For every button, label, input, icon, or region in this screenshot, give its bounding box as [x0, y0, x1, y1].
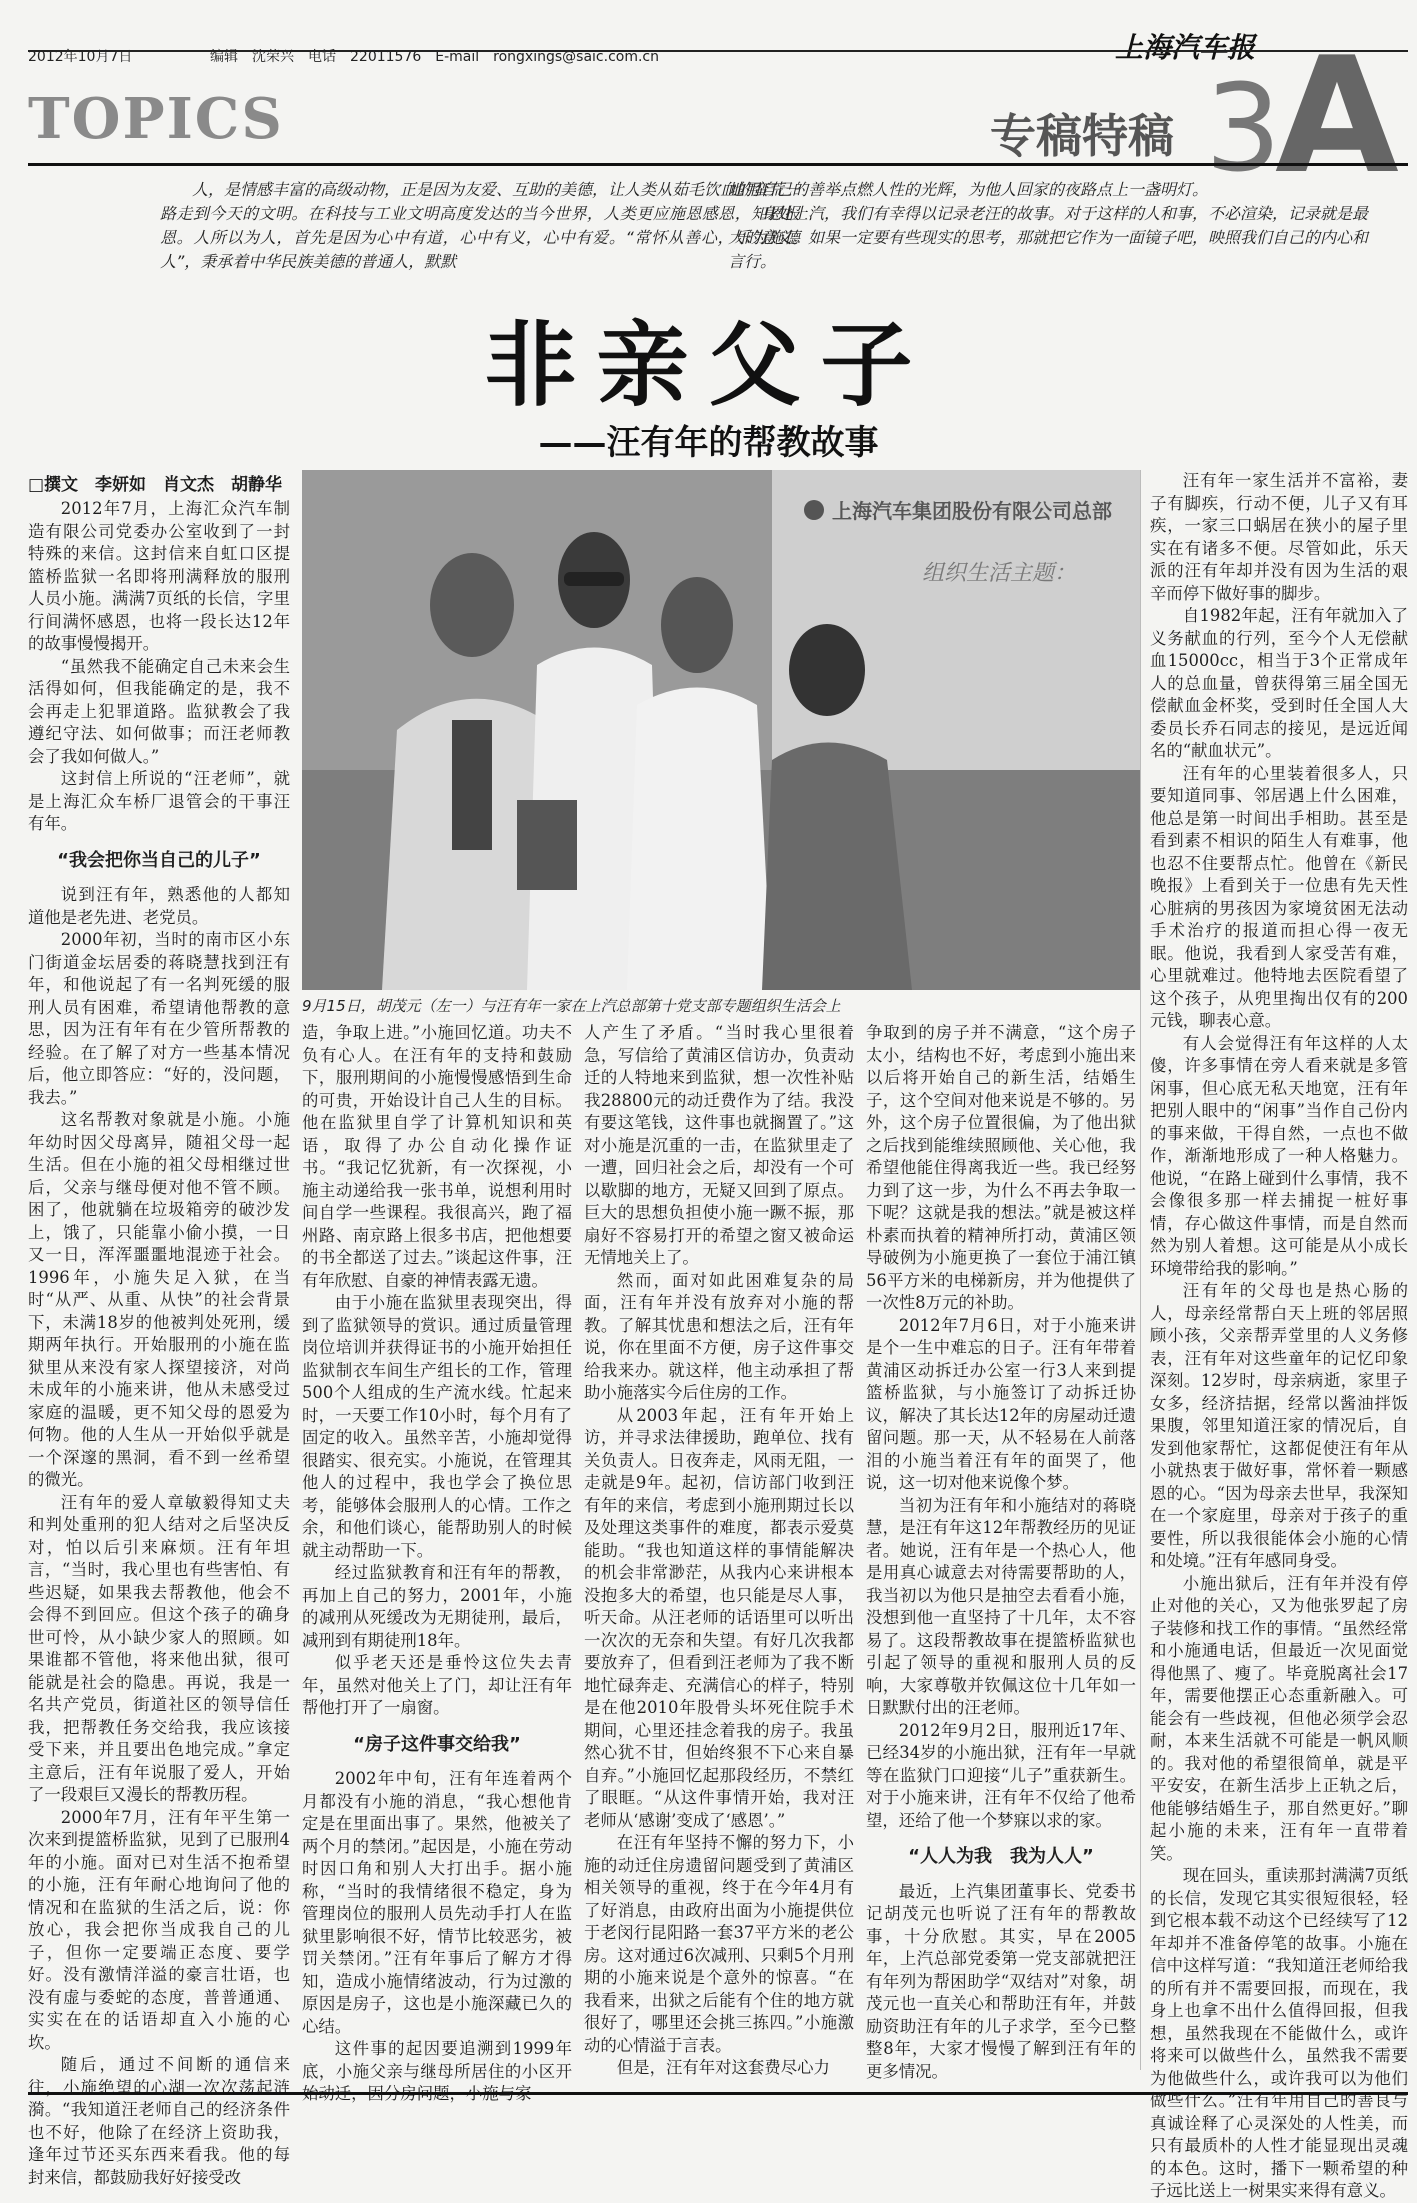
column-3 [584, 1022, 854, 2088]
paragraph: 这名帮教对象就是小施。小施年幼时因父母离异，随祖父母一起生活。但在小施的祖父母相继过世后，父亲与继母便对他不管不顾。困了，他就躺在垃圾箱旁的破沙发上，饿了，只能靠小偷小摸，一日又一日，浑浑噩噩地混迹于社会。1996年，小施失足入狱，在当时“从严、从重、从快”的社会背景下，未满18岁的他被判处死刑，缓期两年执行。开始服刑的小施在监狱里从来没有家人探望接济，对尚未成年的小施来讲，他从未感受过家庭的温暖，更不知父母的恩爱为何物。他的人生从一开始似乎就是一个深邃的黑洞，看不到一丝希望的微光。 [28, 1110, 290, 1489]
subheading: “房子这件事交给我” [353, 1733, 521, 1755]
article-subtitle: ——汪有年的帮教故事 [538, 423, 879, 463]
paragraph: 2012年9月2日，服刑近17年、已经34岁的小施出狱，汪有年一早就等在监狱门口迎接“儿子”重获新生。对于小施来讲，汪有年不仅给了他希望，还给了他一个梦寐以求的家。 [866, 1720, 1136, 1830]
paragraph: 说到汪有年，熟悉他的人都知道他是老先进、老党员。 [28, 885, 290, 927]
paragraph: 在汪有年坚持不懈的努力下，小施的动迁住房遗留问题受到了黄浦区相关领导的重视，终于在今年4月有了好消息，由政府出面为小施提供位于老闵行昆阳路一套37平方米的老公房。这对通过6次减刑、只剩5个月刑期的小施来说是个意外的惊喜。“在我看来，出狱之后能有个住的地方就很好了，哪里还会挑三拣四。”小施激动的心情溢于言表。 [584, 1833, 854, 2055]
paragraph: 然而，面对如此困难复杂的局面，汪有年并没有放弃对小施的帮教。了解其忧患和想法之后，汪有年说，你在里面不方便，房子这件事交给我来办。就这样，他主动承担了帮助小施落实今后住房的工作。 [584, 1270, 854, 1402]
paragraph: 2012年7月6日，对于小施来讲是个一生中难忘的日子。汪有年带着黄浦区动拆迁办公室一行3人来到提篮桥监狱，与小施签订了动拆迁协议，解决了其长达12年的房屋动迁遗留问题。那一天，从不轻易在人前落泪的小施当着汪有年的面哭了，他说，这一切对他来说像个梦。 [866, 1315, 1136, 1492]
intro-right [728, 178, 1368, 274]
intro-right-text-2: 身处上汽，我们有幸得以记录老汪的故事。对于这样的人和事，不必渲染，记录就是最大的意义。如果一定要有些现实的思考，那就把它作为一面镜子吧，映照我们自己的内心和言行。 [728, 204, 1369, 271]
column-2 [302, 1022, 572, 2103]
intro-left-text: 人，是情感丰富的高级动物，正是因为友爱、互助的美德，让人类从茹毛饮血的蛮荒一路走到今天的文明。在科技与工业文明高度发达的当今世界，人类更应施恩感恩，知恩报恩。人所以为人，首先是因为心中有道，心中有义，心中有爱。“常怀从善心，乐为施德人”，秉承着中华民族美德的普通人，默默 [160, 180, 801, 271]
paragraph: 人产生了矛盾。“当时我心里很着急，写信给了黄浦区信访办，负责动迁的人特地来到监狱，想一次性补贴我28800元的动迁费作为了结。我没有要这笔钱，这件事也就搁置了。”这对小施是沉重的一击，在监狱里走了一遭，回归社会之后，却没有一个可以歇脚的地方，无疑又回到了原点。巨大的思想负担使小施一蹶不振，那扇好不容易打开的希望之窗又被命运无情地关上了。 [584, 1023, 854, 1267]
editor-info: 编辑 沈荣兴 电话 22011576 E-mail rongxings@saic.com.cn [210, 49, 659, 65]
paragraph: 似乎老天还是垂怜这位失去青年，虽然对他关上了门，却让汪有年帮他打开了一扇窗。 [302, 1653, 572, 1717]
paragraph: 最近，上汽集团董事长、党委书记胡茂元也听说了汪有年的帮教故事，十分欣慰。其实，早在2005年，上汽总部党委第一党支部就把汪有年列为帮困助学“双结对”对象，胡茂元也一直关心和帮助汪有年，并鼓励资助汪有年的儿子求学，至今已整整8年，大家才慢慢了解到汪有年的更多情况。 [866, 1881, 1136, 2081]
intro-left [160, 178, 800, 274]
banner-text: 上海汽车集团股份有限公司总部 [832, 499, 1112, 523]
topics-heading: TOPICS [28, 86, 284, 152]
paragraph: 汪有年的心里装着很多人，只要知道同事、邻居遇上什么困难，他总是第一时间出手相助。甚至是看到素不相识的陌生人有难事，他也忍不住要帮点忙。他曾在《新民晚报》上看到关于一位患有先天性心脏病的男孩因为家境贫困无法动手术治疗的报道而担心得一夜无眠。他说，我看到人家受苦有难，心里就难过。他特地去医院看望了这个孩子，从兜里掏出仅有的200元钱，聊表心意。 [1150, 763, 1408, 1030]
photo-illustration [302, 470, 1140, 990]
subheading: “我会把你当自己的儿子” [57, 849, 261, 871]
paragraph: 现在回头，重读那封满满7页纸的长信，发现它其实很短很轻，轻到它根本载不动这个已经续写了12年却并不准备停笔的故事。小施在信中这样写道：“我知道汪老师给我的所有并不需要回报，而现在，我身上也拿不出什么值得回报，但我想，虽然我现在不能做什么，或许将来可以做些什么，虽然我不需要为他做些什么，或许我可以为他们做些什么。”汪有年用自己的善良与真诚诠释了心灵深处的人性美，而只有最质朴的人性才能显现出灵魂的本色。这时，播下一颗希望的种子远比送上一树果实来得有意义。 [1150, 1866, 1408, 2200]
header-rule-bottom [28, 163, 1408, 166]
news-photo [302, 470, 1140, 990]
column-5 [1150, 470, 1408, 2200]
paragraph: 2000年初，当时的南市区小东门街道金坛居委的蒋晓慧找到汪有年，和他说起了有一名判死缓的服刑人员有困难，希望请他帮教的意思，因为汪有年有在少管所帮教的经验。在了解了对方一些基本情况后，他立即答应：“好的，没问题，我去。” [28, 930, 290, 1107]
paragraph: “虽然我不能确定自己未来会生活得如何，但我能确定的是，我不会再走上犯罪道路。监狱教会了我遵纪守法、如何做事；而汪老师教会了我如何做人。” [28, 656, 290, 766]
article-title: 非亲父子 [484, 312, 933, 419]
paragraph: 这封信上所说的“汪老师”，就是上海汇众车桥厂退管会的干事汪有年。 [28, 769, 290, 833]
paragraph: 随后，通过不间断的通信来往，小施绝望的心湖一次次荡起涟漪。“我知道汪老师自己的经济条件也不好，他除了在经济上资助我，逢年过节还买东西来看我。他的每封来信，都鼓励我好好接受改 [28, 2055, 290, 2187]
paragraph: 争取到的房子并不满意，“这个房子太小，结构也不好，考虑到小施出来以后将开始自己的新生活，结婚生子，这个空间对他来说是不够的。另外，这个房子位置很偏，为了他出狱之后找到能维续照顾他、关心他，我希望他能住得离我近一些。我已经努力到了这一步，为什么不再去争取一下呢？这就是我的想法。”就是被这样朴素而执着的精神所打动，黄浦区领导破例为小施更换了一套位于浦江镇56平方米的电梯新房，并为他提供了一次性8万元的补助。 [866, 1023, 1136, 1312]
paragraph: 2000年7月，汪有年平生第一次来到提篮桥监狱，见到了已服刑4年的小施。面对已对生活不抱希望的小施，汪有年耐心地询问了他的情况和在监狱的生活之后，说：你放心，我会把你当成我自己的儿子，但你一定要端正态度、要学好。没有激情洋溢的豪言壮语，也没有虚与委蛇的态度，普普通通、实实在在的话语却直入小施的心坎。 [28, 1807, 290, 2052]
paragraph: 但是，汪有年对这套费尽心力 [616, 2058, 830, 2077]
paragraph: 汪有年的爱人章敏毅得知丈夫和判处重刑的犯人结对之后坚决反对，怕以后引来麻烦。汪有年坦言，“当时，我心里也有些害怕、有些迟疑，如果我去帮教他，他会不会得不到回应。但这个孩子的确身世可怜，从小缺少家人的照顾。如果谁都不管他，将来他出狱，很可能就是社会的隐患。再说，我是一名共产党员，街道社区的领导信任我，把帮教任务交给我，我应该接受下来，并且要出色地完成。”拿定主意后，汪有年说服了爱人，开始了一段艰巨又漫长的帮教历程。 [28, 1492, 290, 1804]
column-divider [1140, 470, 1141, 2070]
paragraph: 造，争取上进。”小施回忆道。功夫不负有心人。在汪有年的支持和鼓励下，服刑期间的小施慢慢感悟到生命的可贵，开始设计自己人生的目标。他在监狱里自学了计算机知识和英语，取得了办公自动化操作证书。“我记忆犹新，有一次探视，小施主动递给我一张书单，说想利用时间自学一些课程。我很高兴，跑了福州路、南京路上很多书店，把他想要的书全都送了过去。”谈起这件事，汪有年欣慰、自豪的神情表露无遗。 [302, 1023, 572, 1290]
column-4 [866, 1022, 1136, 2088]
footer-rule [28, 2092, 1408, 2095]
paragraph: 当初为汪有年和小施结对的蒋晓慧，是汪有年这12年帮教经历的见证者。她说，汪有年是一个热心人，他是用真心诚意去对待需要帮助的人，我当初以为他只是抽空去看看小施，没想到他一直坚持了十几年，太不容易了。这段帮教故事在提篮桥监狱也引起了领导的重视和服刑人员的反响，大家尊敬并钦佩这位十几年如一日默默付出的汪老师。 [866, 1495, 1136, 1717]
byline: □撰文 李妍如 肖文杰 胡静华 [28, 475, 283, 495]
paragraph: 从2003年起，汪有年开始上访，并寻求法律援助，跑单位、找有关负责人。日夜奔走，风雨无阻，一走就是9年。起初，信访部门收到汪有年的来信，考虑到小施刑期过长以及处理这类事件的难度，都表示爱莫能助。“我也知道这样的事情能解决的机会非常渺茫，从我内心来讲根本没抱多大的希望，也只能是尽人事，听天命。从汪老师的话语里可以听出一次次的无奈和失望。有好几次我都要放弃了，但看到汪老师为了我不断地忙碌奔走、充满信心的样子，特别是在他2010年股骨头坏死住院手术期间，心里还挂念着我的房子。我虽然心犹不甘，但始终狠不下心来自暴自弃。”小施回忆起那段经历，不禁红了眼眶。“从这件事情开始，我对汪老师从‘感谢’变成了‘感恩’。” [584, 1405, 854, 1830]
paragraph: 这件事的起因要追溯到1999年底，小施父亲与继母所居住的小区开始动迁，因分房问题，小施与家 [302, 2039, 572, 2103]
banner-text-2: 组织生活主题： [922, 561, 1077, 586]
newspaper-name: 上海汽车报 [1115, 31, 1256, 64]
paragraph: 由于小施在监狱里表现突出，得到了监狱领导的赏识。通过质量管理岗位培训并获得证书的小施开始担任监狱制衣车间生产组长的工作，管理500个人组成的生产流水线。忙起来时，一天要工作10小时，每个月有了固定的收入。虽然辛苦，小施却觉得很踏实、很充实。小施说，在管理其他人的过程中，我也学会了换位思考，能够体会服刑人的心情。工作之余，和他们谈心，能帮助别人的时候就主动帮助一下。 [302, 1293, 572, 1560]
paragraph: 汪有年的父母也是热心肠的人，母亲经常帮白天上班的邻居照顾小孩，父亲帮弄堂里的人义务修表，汪有年对这些童年的记忆印象深刻。12岁时，母亲病逝，家里子女多，经济拮据，经常以酱油拌饭果腹，邻里知道汪家的情况后，自发到他家帮忙，这都促使汪有年从小就热衷于做好事，常怀着一颗感恩的心。“因为母亲去世早，我深知在一个家庭里，母亲对于孩子的重要性，所以我很能体会小施的心情和处境。”汪有年感同身受。 [1150, 1281, 1408, 1570]
page-number: 3 [1205, 60, 1282, 199]
section-name: 专稿特稿 [990, 109, 1174, 163]
paragraph: 2002年中旬，汪有年连着两个月都没有小施的消息，“我心想他肯定是在里面出事了。果然，他被关了两个月的禁闭。”起因是，小施在劳动时因口角和别人大打出手。据小施称，“当时的我情绪很不稳定，身为管理岗位的服刑人员先动手打人在监狱里影响很不好，情节比较恶劣，被罚关禁闭。”汪有年事后了解方才得知，造成小施情绪波动，行为过激的原因是房子，这也是小施深藏已久的心结。 [302, 1769, 572, 2036]
subheading: “人人为我 我为人人” [908, 1846, 1094, 1867]
issue-date: 2012年10月7日 [28, 49, 133, 65]
paragraph: 汪有年一家生活并不富裕，妻子有脚疾，行动不便，儿子又有耳疾，一家三口蜗居在狭小的屋子里实在有诸多不便。尽管如此，乐天派的汪有年却并没有因为生活的艰辛而停下做好事的脚步。 [1150, 471, 1408, 603]
photo-caption: 9月15日，胡茂元（左一）与汪有年一家在上汽总部第十党支部专题组织生活会上 [302, 997, 841, 1015]
header-rule [28, 50, 1408, 52]
paragraph: 小施出狱后，汪有年并没有停止对他的关心，又为他张罗起了房子装修和找工作的事情。“虽然经常和小施通电话，但最近一次见面觉得他黑了、瘦了。毕竟脱离社会17年，需要他摆正心态重新融入。可能会有一些歧视，但他必须学会忍耐，本来生活就不可能是一帆风顺的。我对他的希望很简单，就是平平安安，在新生活步上正轨之后，他能够结婚生子，那自然更好。”聊起小施的未来，汪有年一直带着笑。 [1150, 1573, 1408, 1863]
column-1 [28, 498, 290, 2187]
paragraph: 有人会觉得汪有年这样的人太傻，许多事情在旁人看来就是多管闲事，但心底无私天地宽，汪有年把别人眼中的“闲事”当作自己份内的事来做，干得自然，一点也不做作，渐渐地形成了一种人格魅力。他说，“在路上碰到什么事情，我不会像很多那一样去捕捉一桩好事情，存心做这件事情，而是自然而然为别人着想。这可能是从小成长环境带给我的影响。” [1150, 1033, 1408, 1278]
page-letter: A [1275, 22, 1399, 209]
intro-right-text-1: 地用自己的善举点燃人性的光辉，为他人回家的夜路点上一盏明灯。 [728, 180, 1209, 199]
paragraph: 经过监狱教育和汪有年的帮教，再加上自己的努力，2001年，小施的减刑从死缓改为无期徒刑，最后，减刑到有期徒刑18年。 [302, 1563, 572, 1650]
paragraph: 自1982年起，汪有年就加入了义务献血的行列，至今个人无偿献血15000cc，相当于3个正常成年人的总血量，曾获得第三届全国无偿献血金杯奖，受到时任全国人大委员长乔石同志的接见，是远近闻名的“献血状元”。 [1150, 606, 1408, 760]
paragraph: 2012年7月，上海汇众汽车制造有限公司党委办公室收到了一封特殊的来信。这封信来自虹口区提篮桥监狱一名即将刑满释放的服刑人员小施。满满7页纸的长信，字里行间满怀感恩，也将一段长达12年的故事慢慢揭开。 [28, 499, 290, 653]
